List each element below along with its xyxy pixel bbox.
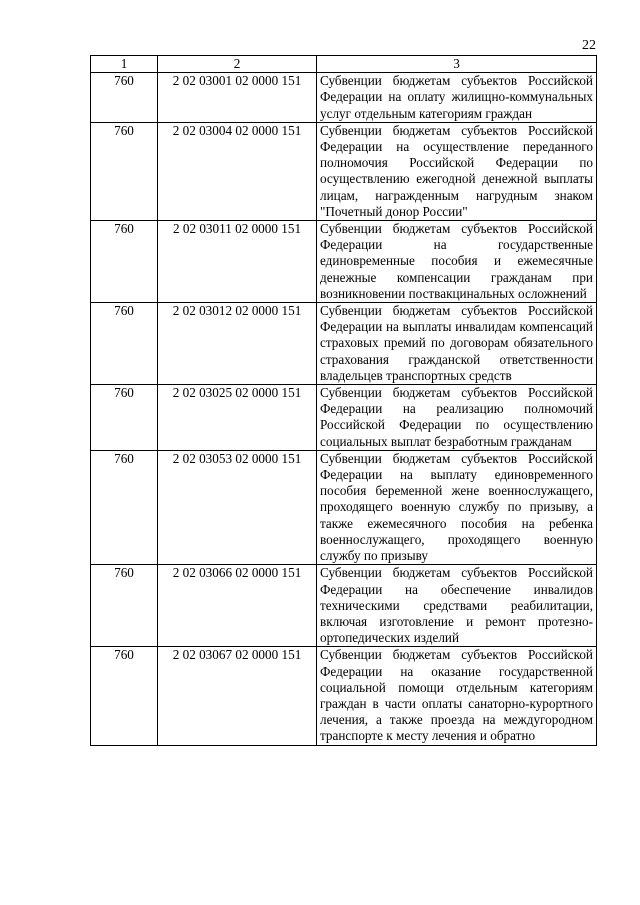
kbk-code-cell: 2 02 03066 02 0000 151 xyxy=(158,565,317,647)
admin-code-cell: 760 xyxy=(91,565,158,647)
description-cell: Субвенции бюджетам субъектов Российской Федерации на осуществление переданного полномочия Российской Федерации по осуществлению ежегодной денежной выплаты лицам, награжденным нагрудным знаком "Почетный донор России" xyxy=(317,122,597,220)
page-number: 22 xyxy=(582,38,596,53)
table-header-row xyxy=(91,56,597,73)
kbk-code-cell: 2 02 03011 02 0000 151 xyxy=(158,221,317,303)
admin-code-cell: 760 xyxy=(91,303,158,385)
description-cell: Субвенции бюджетам субъектов Российской Федерации на выплату единовременного пособия беременной жене военнослужащего, проходящего военную службу по призыву, а также ежемесячного пособия на ребенка военнослужащего, проходящего военную службу по призыву xyxy=(317,450,597,564)
description-cell: Субвенции бюджетам субъектов Российской Федерации на обеспечение инвалидов техническими средствами реабилитации, включая изготовление и ремонт протезно-ортопедических изделий xyxy=(317,565,597,647)
kbk-code-cell: 2 02 03012 02 0000 151 xyxy=(158,303,317,385)
description-cell: Субвенции бюджетам субъектов Российской Федерации на реализацию полномочий Российской Федерации по осуществлению социальных выплат безработным гражданам xyxy=(317,385,597,451)
kbk-code-cell: 2 02 03067 02 0000 151 xyxy=(158,647,317,745)
description-cell: Субвенции бюджетам субъектов Российской Федерации на оказание государственной социальной помощи отдельным категориям граждан в части оплаты санаторно-курортного лечения, а также проезда на междугородном транспорте к месту лечения и обратно xyxy=(317,647,597,745)
table-row xyxy=(91,303,597,385)
table-row xyxy=(91,647,597,745)
budget-codes-table xyxy=(90,55,597,746)
table-row xyxy=(91,122,597,220)
description-cell: Субвенции бюджетам субъектов Российской Федерации на оплату жилищно-коммунальных услуг отдельным категориям граждан xyxy=(317,73,597,123)
admin-code-cell: 760 xyxy=(91,647,158,745)
description-cell: Субвенции бюджетам субъектов Российской Федерации на государственные единовременные пособия и ежемесячные денежные компенсации гражданам при возникновении поствакцинальных осложнений xyxy=(317,221,597,303)
kbk-code-cell: 2 02 03001 02 0000 151 xyxy=(158,73,317,123)
column-header-3: 3 xyxy=(317,56,597,73)
column-header-1: 1 xyxy=(91,56,158,73)
admin-code-cell: 760 xyxy=(91,450,158,564)
table-row xyxy=(91,385,597,451)
kbk-code-cell: 2 02 03004 02 0000 151 xyxy=(158,122,317,220)
column-header-2: 2 xyxy=(158,56,317,73)
description-cell: Субвенции бюджетам субъектов Российской Федерации на выплаты инвалидам компенсаций страховых премий по договорам обязательного страхования гражданской ответственности владельцев транспортных средств xyxy=(317,303,597,385)
table-row xyxy=(91,73,597,123)
admin-code-cell: 760 xyxy=(91,73,158,123)
table-row xyxy=(91,565,597,647)
table-row xyxy=(91,450,597,564)
table-row xyxy=(91,221,597,303)
admin-code-cell: 760 xyxy=(91,221,158,303)
kbk-code-cell: 2 02 03025 02 0000 151 xyxy=(158,385,317,451)
kbk-code-cell: 2 02 03053 02 0000 151 xyxy=(158,450,317,564)
admin-code-cell: 760 xyxy=(91,122,158,220)
admin-code-cell: 760 xyxy=(91,385,158,451)
